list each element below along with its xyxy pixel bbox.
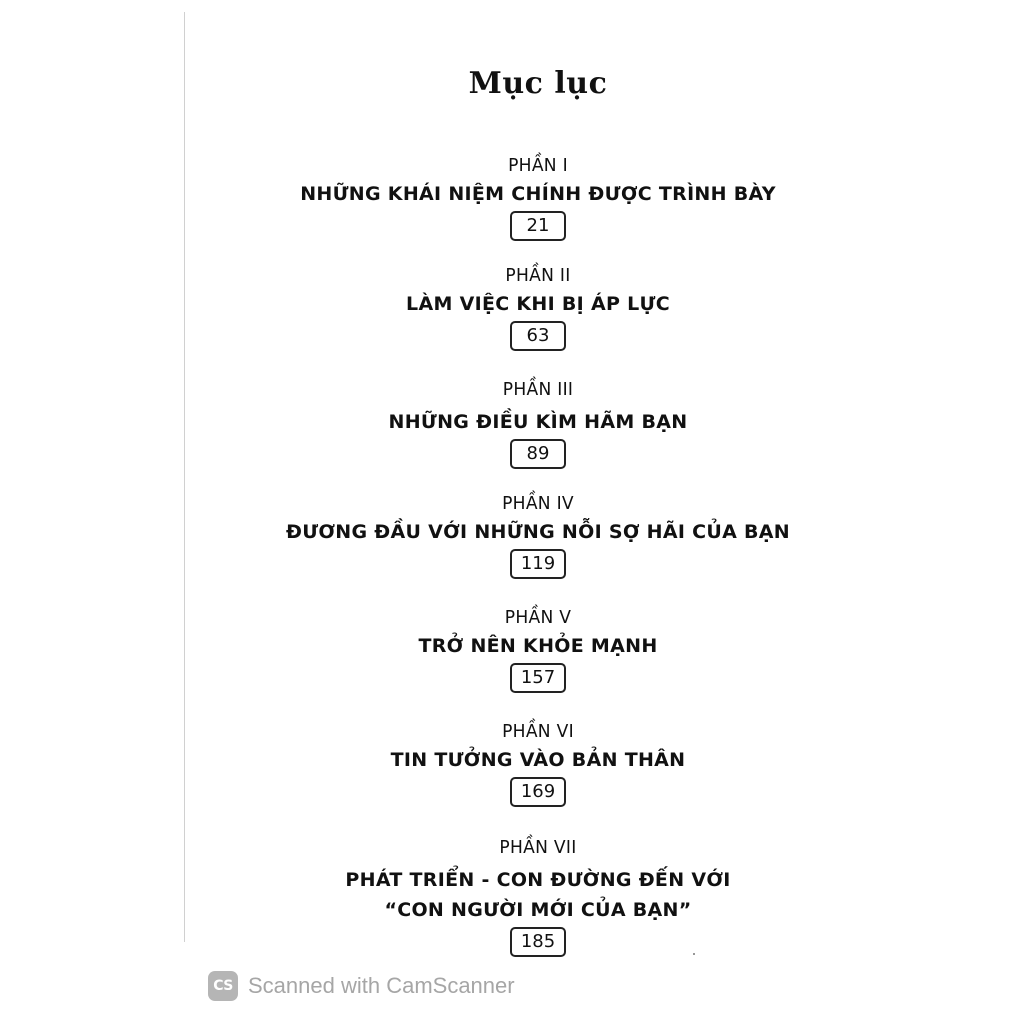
toc-entry-5: [0, 605, 1024, 693]
part-title: NHỮNG ĐIỀU KÌM HÃM BẠN: [388, 411, 688, 433]
part-title-line2: “CON NGƯỜI MỚI CỦA BẠN”: [384, 899, 692, 921]
scan-speck: [693, 953, 695, 955]
toc-entry-3: [0, 377, 1024, 469]
part-title: TRỞ NÊN KHỎE MẠNH: [418, 635, 658, 657]
part-title: NHỮNG KHÁI NIỆM CHÍNH ĐƯỢC TRÌNH BÀY: [300, 183, 776, 205]
page-number-box: 21: [510, 211, 566, 241]
page-number-box: 89: [510, 439, 566, 469]
page-title: Mục lục: [468, 66, 608, 101]
part-title: ĐƯƠNG ĐẦU VỚI NHỮNG NỖI SỢ HÃI CỦA BẠN: [285, 521, 791, 543]
page-number-box: 169: [510, 777, 566, 807]
toc-entry-7: [0, 835, 1024, 957]
page-number-box: 119: [510, 549, 566, 579]
part-title: TIN TƯỞNG VÀO BẢN THÂN: [390, 749, 686, 771]
camscanner-logo-text: CS: [213, 978, 233, 994]
part-title: PHÁT TRIỂN - CON ĐƯỜNG ĐẾN VỚI: [345, 869, 731, 891]
camscanner-watermark: [208, 971, 515, 1001]
toc-entry-6: [0, 719, 1024, 807]
part-label: PHẦN I: [508, 155, 568, 176]
part-label: PHẦN VI: [502, 721, 574, 742]
part-label: PHẦN III: [502, 379, 574, 400]
page-number-box: 185: [510, 927, 566, 957]
page-number-box: 157: [510, 663, 566, 693]
part-label: PHẦN IV: [502, 493, 574, 514]
part-label: PHẦN V: [504, 607, 572, 628]
toc-entry-1: [0, 153, 1024, 241]
toc-entry-2: [0, 263, 1024, 351]
part-label: PHẦN VII: [499, 837, 577, 858]
part-label: PHẦN II: [505, 265, 571, 286]
toc-entry-4: [0, 491, 1024, 579]
page-number-box: 63: [510, 321, 566, 351]
camscanner-logo-icon: [208, 971, 238, 1001]
part-title: LÀM VIỆC KHI BỊ ÁP LỰC: [406, 293, 670, 315]
watermark-text: Scanned with CamScanner: [248, 973, 515, 998]
